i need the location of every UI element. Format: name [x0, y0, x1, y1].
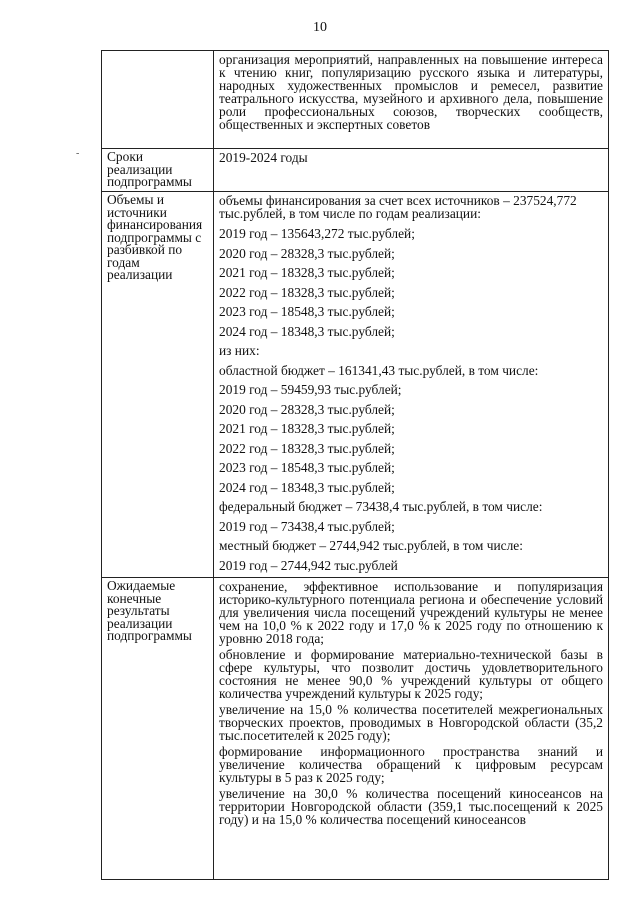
table-row — [102, 192, 609, 578]
result-item: сохранение, эффективное использование и популяризация историко-культурного потенциала региона и обеспечение условий для увеличения числа посещений учреждений культуры не менее чем на 10,0 % к 2022 году и 17,0 % к 2025 году по отношению к уровню 2018 года; — [219, 579, 603, 646]
financing-line: из них: — [219, 343, 260, 358]
financing-cell — [214, 192, 609, 578]
financing-line: 2022 год – 18328,3 тыс.рублей; — [219, 440, 395, 456]
row-label — [102, 51, 214, 149]
result-item: обновление и формирование материально-технической базы в сфере культуры, что позволит достичь удовлетворительного состояния не менее 90,0 % учреждений культуры от общего количества учреждений культуры к 2025 году; — [219, 647, 603, 701]
row-label: Ожидаемые конечные результаты реализации подпрограммы — [102, 578, 214, 880]
financing-line: 2023 год – 18548,3 тыс.рублей; — [219, 460, 395, 475]
row-content: 2019-2024 годы — [214, 149, 609, 192]
financing-line: 2019 год – 135643,272 тыс.рублей; — [219, 226, 415, 241]
financing-line: 2019 год – 59459,93 тыс.рублей; — [219, 382, 402, 397]
financing-line: 2021 год – 18328,3 тыс.рублей; — [219, 265, 395, 280]
financing-line: местный бюджет – 2744,942 тыс.рублей, в том числе: — [219, 538, 523, 553]
financing-line: 2019 год – 73438,4 тыс.рублей; — [219, 518, 395, 534]
table-row — [102, 149, 609, 192]
table-row — [102, 51, 609, 149]
row-content: организация мероприятий, направленных на повышение интереса к чтению книг, популяризацию русского языка и литературы, народных художественных промыслов и ремесел, развитие театрального искусства, музейного и архивного дела, повышение роли профессиональных союзов, творческих сообществ, общественных и экспертных советов — [214, 51, 609, 149]
row-label: Сроки реализации подпрограммы — [102, 149, 214, 192]
financing-line: объемы финансирования за счет всех источников – 237524,772 тыс.рублей, в том числе по годам реализации: — [219, 193, 577, 221]
financing-line: 2024 год – 18348,3 тыс.рублей; — [219, 323, 395, 339]
stray-mark: - — [76, 148, 80, 159]
result-item: увеличение на 30,0 % количества посещений киносеансов на территории Новгородской области (359,1 тыс.посещений к 2025 году) и на 15,0 % количества посещений киносеансов — [219, 786, 603, 827]
financing-line: 2021 год – 18328,3 тыс.рублей; — [219, 421, 395, 436]
financing-line: 2020 год – 28328,3 тыс.рублей; — [219, 245, 395, 261]
table-row — [102, 578, 609, 880]
financing-line: областной бюджет – 161341,43 тыс.рублей, в том числе: — [219, 362, 539, 378]
page-number: 10 — [313, 20, 327, 35]
row-label: Объемы и источники финансирования подпрограммы с разбивкой по годам реализации — [102, 192, 214, 578]
results-cell — [214, 578, 609, 880]
financing-line: 2024 год – 18348,3 тыс.рублей; — [219, 479, 395, 495]
financing-line: 2022 год – 18328,3 тыс.рублей; — [219, 284, 395, 300]
financing-line: 2019 год – 2744,942 тыс.рублей — [219, 557, 398, 573]
passport-table — [101, 50, 609, 880]
result-item: увеличение на 15,0 % количества посетителей межрегиональных творческих проектов, проводимых в Новгородской области (35,2 тыс.посетителей к 2025 году); — [219, 702, 603, 743]
financing-line: федеральный бюджет – 73438,4 тыс.рублей, в том числе: — [219, 499, 543, 514]
financing-line: 2020 год – 28328,3 тыс.рублей; — [219, 401, 395, 417]
financing-line: 2023 год – 18548,3 тыс.рублей; — [219, 304, 395, 319]
result-item: формирование информационного пространства знаний и увеличение количества обращений к цифровым ресурсам культуры в 5 раз к 2025 году; — [219, 744, 603, 785]
